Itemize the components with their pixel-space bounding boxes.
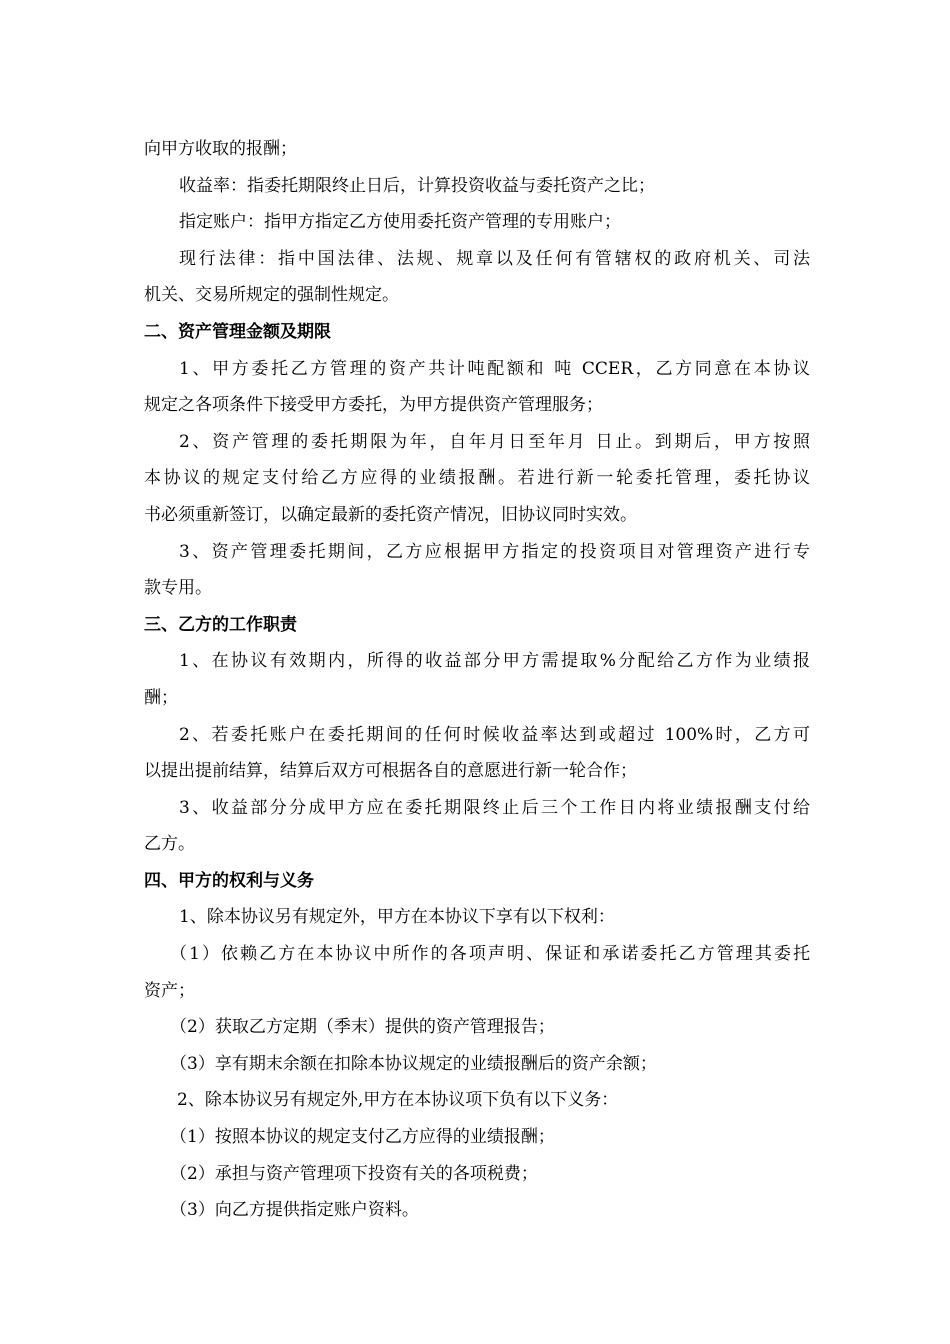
definition-designated-account: 指定账户：指甲方指定乙方使用委托资产管理的专用账户；	[179, 212, 621, 233]
definition-current-law: 现行法律：指中国法律、法规、规章以及任何有管辖权的政府机关、司法	[179, 248, 810, 269]
section-heading-4: 四、甲方的权利与义务	[144, 870, 314, 891]
paragraph-line: 向甲方收取的报酬；	[144, 139, 297, 159]
clause-2-3: 3、资产管理委托期间，乙方应根据甲方指定的投资项目对管理资产进行专	[179, 541, 810, 562]
definition-yield-rate: 收益率：指委托期限终止日后，计算投资收益与委托资产之比；	[179, 175, 655, 196]
right-item-1: （1）依赖乙方在本协议中所作的各项声明、保证和承诺委托乙方管理其委托	[170, 944, 810, 965]
obligation-item-1: （1）按照本协议的规定支付乙方应得的业绩报酬；	[170, 1127, 555, 1148]
clause-4-2: 2、除本协议另有规定外,甲方在本协议项下负有以下义务：	[177, 1090, 619, 1111]
clause-3-1: 1、在协议有效期内，所得的收益部分甲方需提取%分配给乙方作为业绩报	[179, 651, 810, 672]
paragraph-line: 乙方。	[144, 834, 195, 855]
clause-2-1: 1、甲方委托乙方管理的资产共计吨配额和 吨 CCER，乙方同意在本协议	[179, 358, 810, 379]
paragraph-line: 规定之各项条件下接受甲方委托，为甲方提供资产管理服务；	[144, 395, 603, 416]
right-item-2: （2）获取乙方定期（季末）提供的资产管理报告；	[170, 1017, 555, 1038]
paragraph-line: 机关、交易所规定的强制性规定。	[144, 285, 399, 306]
section-heading-3: 三、乙方的工作职责	[144, 614, 297, 635]
paragraph-line: 资产；	[144, 980, 195, 1001]
clause-3-2: 2、若委托账户在委托期间的任何时候收益率达到或超过 100%时，乙方可	[179, 724, 810, 745]
paragraph-line: 本协议的规定支付给乙方应得的业绩报酬。若进行新一轮委托管理，委托协议	[144, 468, 810, 489]
clause-3-3: 3、收益部分分成甲方应在委托期限终止后三个工作日内将业绩报酬支付给	[179, 797, 810, 818]
paragraph-line: 酬；	[144, 687, 178, 708]
obligation-item-3: （3）向乙方提供指定账户资料。	[170, 1200, 419, 1221]
clause-4-1: 1、除本协议另有规定外，甲方在本协议下享有以下权利：	[179, 907, 615, 928]
section-heading-2: 二、资产管理金额及期限	[144, 321, 331, 342]
paragraph-line: 以提出提前结算，结算后双方可根据各自的意愿进行新一轮合作；	[144, 761, 637, 782]
paragraph-line: 款专用。	[144, 578, 212, 599]
right-item-3: （3）享有期末余额在扣除本协议规定的业绩报酬后的资产余额；	[170, 1053, 657, 1074]
paragraph-line: 书必须重新签订，以确定最新的委托资产情况，旧协议同时实效。	[144, 504, 637, 525]
clause-2-2: 2、资产管理的委托期限为年，自年月日至年月 日止。到期后，甲方按照	[179, 431, 810, 452]
document-body	[144, 131, 810, 1229]
obligation-item-2: （2）承担与资产管理项下投资有关的各项税费；	[170, 1163, 538, 1184]
